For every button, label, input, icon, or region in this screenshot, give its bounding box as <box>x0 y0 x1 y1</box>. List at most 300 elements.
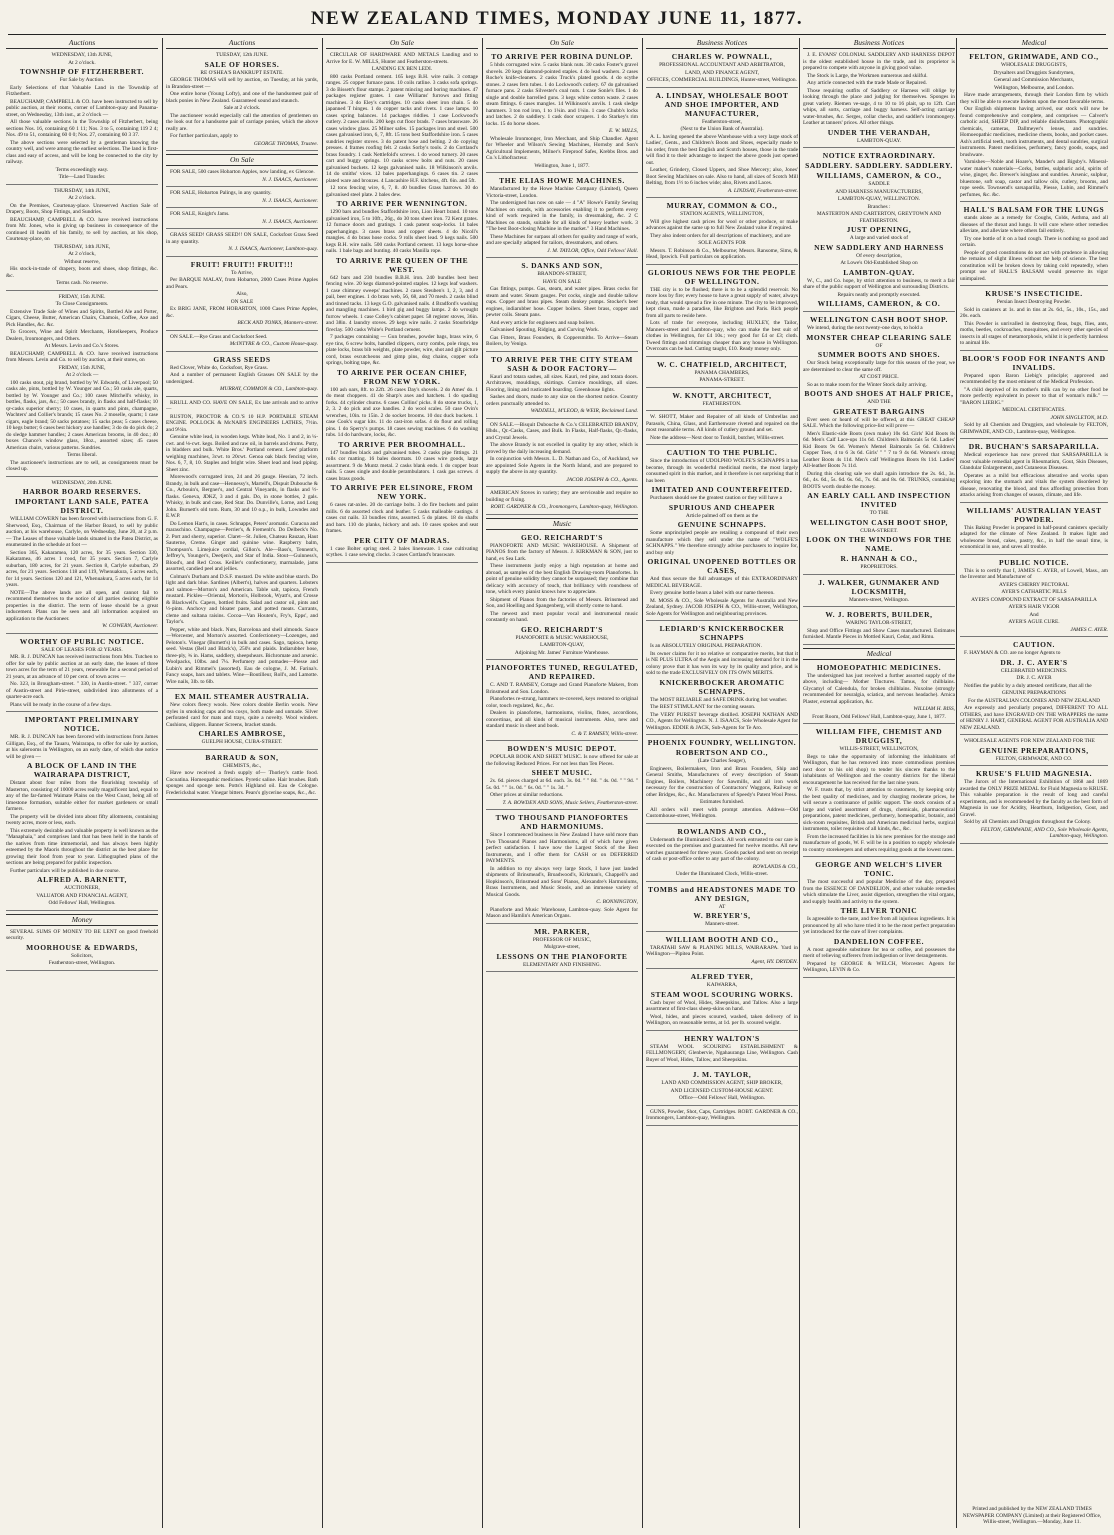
ad-text: The above sections were selected by a gentleman knowing the country well, and were among the earliest selections. The land is first-class and easy of access, and will be long be connected to the city by railway. <box>6 139 158 165</box>
ad-text: The MOST RELIABLE and SAFE DRINK during hot weather. <box>650 696 788 703</box>
ad-text: Extensive Trade Sale of Wines and Spirits, Bottled Ale and Porter, Cigars, Cheese, Butter, American Chairs, Chamois, Coffee, Axe and Pick Handles, &c. &c. <box>6 308 158 328</box>
section-heading: Money <box>6 914 158 926</box>
ad-heading: TOMBS and HEADSTONES MADE TO ANY DESIGN, <box>648 884 796 903</box>
column-3 <box>326 38 478 1528</box>
imprint: Printed and published by the NEW ZEALAND TIMES NEWSPAPER COMPANY (Limited) at their Registered Office, Willis-street, Wellington.—Monday, June 11. <box>962 1506 1102 1525</box>
ad-text: People of good constitutions do not act with prudence in allowing the remains of slight illness without the help of science. The best constitution will be broken down by taking cold repeatedly, when prompt use of HALL'S BALSAM would preserve its vigor unimpaired. <box>960 249 1108 282</box>
ad-text: In conjunction with Messrs. L. D. Nathan and Co., of Auckland, we are appointed Sole Agents in the North Island, and are prepared to supply the above in any quantity. <box>486 456 638 475</box>
column-rule <box>482 38 483 1528</box>
ad-text: 100 casks stout, pig brand, bottled by W. Edwards, of Liverpool; 50 casks ale, pints, bottled by W. Younger and Co.; 50 casks ale, quarts, bottled by W. Younger and Co.; 100 cases Mitchell's whisky, in bottles, flasks, jars, &c.; 50 cases brandy, in flasks and half-flasks; 10 qr-casks superior sherry; 10 cases, in quarts and pints, champagne, Wachters' and Collier's brands; 15 cases No. 2 moselle, quarts; 1 case cigars, eagle brand; 50 sacks potatoes; 15 sacks peas; 5 cases cheese, 10 kegs butter; 6 cases best hickory axe handles; 3 do do do pick do; 2 do sledge hammer handles; 2 cases American brooms, in 40 doz.; 40 boxes Chance's window glass, 18oz., assorted sizes; 45 cases American chairs, various patterns. Sundries. <box>6 379 158 451</box>
ad-text: At 2 o'clock — <box>65 372 99 378</box>
ad-heading: NOTICE EXTRAORDINARY. <box>822 151 936 160</box>
ad-text: TARATAHI SAW & PLANING MILLS, WAIRARAPA. Yard in Wellington—Pipitea Point. <box>646 944 798 957</box>
ad-text: At 2 o'clock, <box>68 251 96 257</box>
ad-text: Wool, hides, and pieces scoured, washed, taken delivery of in Wellington, on reasonable terms, at 1d. per lb. scoured weight. <box>646 1013 798 1026</box>
advertisement <box>326 52 478 563</box>
ad-text: Purchasers should see the greatest caution or they will have a <box>650 495 783 501</box>
ad-text: ON SALE.—Bisquit Dubouche & Co.'s CELEBRATED BRANDY, Hhds., Qr.-Casks, Cases, and Bulk. In Flasks, Half-flasks, Qr.-flasks, and Crystal Jewels. <box>486 421 638 441</box>
ad-heading: CAUTION. <box>1012 640 1056 649</box>
ad-text: OF <box>875 342 883 349</box>
ad-signature: JOHN SINGLETON, M.D. <box>1050 414 1108 421</box>
ad-text: Underneath the Illuminated Clock. All work entrusted to our care is executed on the premises and guaranteed for twelve months. All new watches guaranteed for three years. Goods packed and sent on receipt of cash or post-office order to any part of the colony. <box>646 836 798 862</box>
ad-text: The Jurors of the International Exhibition of 1868 and 1869 awarded the ONLY PRIZE MEDAL for Fluid Magnesia to KRUSE. This valuable preparation is the result of long and careful experiments, and is recommended by the faculty as the best form of Magnesia in use for Acidity, Heartburn, Indigestion, Gout, and Gravel. <box>960 779 1108 818</box>
ad-text: FOR SALE, Hobarton Palings, in any quantity. <box>170 190 272 196</box>
section-heading: Business Notices <box>646 38 798 49</box>
ad-heading: ALFRED TYER, <box>690 972 754 981</box>
ad-text: Begs to take the opportunity of informing the inhabitants of Wellington, that he has removed into more commodious premises next door to his old shop) to tender his sincere thanks to the inhabitants of Wellington and the country districts for the liberal encouragement he has received for the last nine years. <box>803 753 955 786</box>
ad-heading: CAUTION TO THE PUBLIC. <box>666 448 778 457</box>
ad-text: LAND AND COMMISSION AGENT, SHIP BROKER, <box>661 1080 783 1086</box>
ad-text: PANAMA-STREET. <box>699 377 745 383</box>
ad-text: The Stock is Large, the Workmen numerous and skilful. <box>807 72 928 79</box>
advertisement <box>166 400 318 690</box>
advertisement <box>646 414 798 445</box>
ad-heading: KRUSE'S FLUID MAGNESIA. <box>975 769 1093 778</box>
ad-text: Our English shipments having arrived, our stock will now be found comprehensive and complete, and comprises — Calvert's carbolic acid, SHEEP DIP, and reliable disinfectants. Photographic chemicals, cameras, Dallmeyer's lenses, and sundries. Homoeopathic medicines, medicine chests, books, and pocket cases. Ash's artificial teeth, tooth instruments, and dental sundries, surgical instruments. Patent medicines, perfumery, fancy goods, soaps, and brushware. <box>960 106 1108 158</box>
advertisement <box>803 578 955 608</box>
advertisement <box>646 201 798 265</box>
ad-heading: S. DANKS AND SON, <box>521 261 603 270</box>
ad-text: DR. J. C. AYER <box>1016 675 1052 681</box>
ad-text: BRANDON-STREET, <box>537 271 587 277</box>
ad-text: AND LICENSED CUSTOM-HOUSE AGENT. <box>670 1087 774 1094</box>
ad-text: KAIWARRA, <box>706 982 738 988</box>
advertisement <box>646 268 798 357</box>
ad-text: GEORGE THOMAS will sell by auction, on Tuesday, at his yards, in Brandon-street — <box>166 77 318 90</box>
ad-text: For further particulars, apply to <box>170 133 238 139</box>
advertisement <box>486 490 638 515</box>
ad-text: On the Premises, Courtenay-place. Unreserved Auction Sale of Drapery, Boots, Shop Fittings, and Sundries. <box>6 202 158 215</box>
ad-heading: SUMMER BOOTS AND SHOES. <box>817 350 941 359</box>
ad-text: And thus secure the full advantages of this EXTRAORDINARY MEDICAL BEVERAGE. <box>646 576 798 589</box>
ad-text: W. SHOTT, Maker and Repairer of all kinds of Umbrellas and Parasols, China, Glass, and Earthenware riveted and repaired on the most reasonable terms. All kinds of cutlery ground and set. <box>646 414 798 433</box>
ad-text: WILLIAM COWERN has been favored with instructions from G. F. Sherwood, Esq., Chairman of the Harbor Board, to sell by public auction, at his warehouse, Carlyle, on Wednesday, June 20, at 2 p.m. — The Leases of those valuable lands situated in the Patea District, as enumerated in the schedule at foot — <box>6 516 158 548</box>
advertisement <box>646 935 798 970</box>
ad-text: The newest and most popular vocal and instrumental music constantly on hand. <box>486 610 638 623</box>
section-heading: On Sale <box>326 38 478 49</box>
ad-heading: LAMBTON-QUAY. <box>843 267 915 277</box>
ad-text: To Grocers, Wine and Spirit Merchants, Hotelkeepers, Produce Dealers, Ironmongers, and Others. <box>6 329 158 342</box>
ad-text: Are expressly and peculiarly prepared, DIFFERENT TO ALL OTHERS, and have ENGRAVED ON THE WRAPPERS the name of HENRY J. HART, GENERAL AGENT FOR AUSTRALIA AND NEW ZEALAND. <box>960 705 1108 731</box>
ad-text: Medical experience has now proved that SARSAPARILLA is most valuable remedial agent in Rheumatism, Gout, Skin Diseases, Glandular Enlargements, and Cutaneous Diseases. <box>960 452 1108 471</box>
ad-text: AT COST PRICE. <box>859 374 899 380</box>
ad-heading: ROWLANDS AND CO., <box>677 826 767 836</box>
ad-text: Gas Fitters, Brass Founders, & Coppersmiths. To Arrive—Steam Boilers, by Venigo. <box>486 334 638 347</box>
ad-text: They also indent orders for all descriptions of machinery, and are <box>650 232 791 239</box>
ad-text: WHOLESALE AGENTS FOR NEW ZEALAND FOR THE <box>964 738 1095 744</box>
ad-heading: THE LIVER TONIC <box>840 906 918 915</box>
ad-text: LANDING EX BEN LEDI. <box>371 66 433 72</box>
ad-text: Office—Odd Fellows' Hall, Wellington. <box>678 1095 766 1101</box>
ad-text: GRASS SEED! GRASS SEED!! ON SALE, Cocksfoot Grass Seed in any quantity. <box>166 232 318 245</box>
column-rule <box>162 38 163 1528</box>
ad-text: SEVERAL SUMS OF MONEY TO BE LENT on good freehold security. <box>6 928 158 941</box>
ad-text: BEAUCHAMP, CAMPBELL & CO. have been instructed to sell by public auction, at their rooms, corner of Lambton-quay and Panama-street, on Wednesday, 13th inst., at 2 o'clock — <box>6 98 158 118</box>
ad-heading: AN EARLY CALL AND INSPECTION INVITED <box>807 491 951 509</box>
ad-text: Manners-street, Wellington. <box>848 596 910 603</box>
ad-text: Persian Insect Destroying Powder. <box>996 299 1072 305</box>
ad-text: NOTE—The above lands are all open, and cannot fail to recommend themselves to the notice of all parties desiring eligible properties in the district. The term of lease should be a great inducement. Plans can be seen and all information acquired on application to the Auctioneer. <box>6 589 158 622</box>
advertisement <box>960 769 1108 844</box>
ad-text: At 2 o'clock. <box>68 195 96 201</box>
ad-signature: N. J. ISAACS, Auctioneer. <box>262 218 318 225</box>
ad-text: The above Brandy is not excelled in quality by any other, which is proved by the daily increasing demand. <box>486 442 638 455</box>
ad-heading: CHARLES W. POWNALL, <box>671 52 773 61</box>
section-heading: On Sale <box>166 154 318 166</box>
ad-text: SOLE AGENTS FOR <box>698 240 746 246</box>
ad-text: FOR SALE, 500 cases Hobarton Apples, now landing, ex Glencoe. <box>170 169 315 175</box>
ad-heading: TO ARRIVE PER ROBINA DUNLOP. <box>491 52 633 61</box>
ad-text: THE city is to be flushed; there is to be a splendid reservoir. No more loss by fire; every house to have a great supply of water, always ready, that would spread a fire in one minute. The city to be improved, kept clean, made a paradise, like Brighton and Paris. Rich people from all parts to reside here. <box>646 286 798 319</box>
ad-text: Dealers in pianofortes, harmoniums, violins, flutes, accordions, concertinas, and all kinds of musical instruments. Also, new and standard music in sheet and book. <box>486 710 638 729</box>
ad-text: For the AUSTRALIAN COLONIES AND NEW ZEALAND <box>968 697 1100 704</box>
ad-heading: IMPORTANT PRELIMINARY NOTICE. <box>24 715 140 733</box>
ad-heading: J. WALKER, GUNMAKER AND LOCKSMITH, <box>818 577 940 596</box>
ad-text: Wholesale Ironmonger, Iron Merchant, and Ship Chandler. Agent for Wheeler and Wilson's Sewing Machines, Hornsby and Son's Agricultural Implements, Milner's Fireproof Safes, Krebbs Bros. and Co.'s Lithofracteur. <box>486 135 638 161</box>
advertisement <box>646 448 798 621</box>
ad-heading: WELLINGTON CASH BOOT SHOP, <box>810 517 948 527</box>
advertisement <box>803 610 955 645</box>
ad-text: Red Clover, White do, Cocksfoot, Rye Grass. <box>170 364 268 371</box>
ad-heading: BOOTS AND SHOES AT HALF PRICE, <box>804 389 954 398</box>
advertisement <box>646 1034 798 1068</box>
ad-text: FRIDAY, 15th JUNE, <box>58 364 106 371</box>
ad-text: The auctioneer would especially call the attention of gentlemen on the look out for a handsome pair of carriage ponies, which the above really are. <box>166 112 318 132</box>
advertisement <box>960 442 1108 503</box>
ad-text: AYER'S COMPOUND EXTRACT OF SARSAPARILLA <box>971 596 1097 603</box>
advertisement <box>646 972 798 1031</box>
ad-text: WEDNESDAY, 13th JUNE, <box>51 52 113 58</box>
ad-heading: GEO. REICHARDT'S <box>520 532 604 542</box>
advertisement <box>486 813 638 924</box>
ad-text: At Messrs. Levin and Co.'s Stores. <box>44 343 120 349</box>
ad-text: MEDICAL CERTIFICATES. <box>1002 407 1066 413</box>
ad-heading: DR. J. C. AYER'S <box>1000 657 1068 667</box>
ad-text: GUELPH HOUSE, CUBA-STREET. <box>201 739 283 745</box>
ad-text: AND HARNESS MANUFACTURERS, <box>835 188 923 195</box>
ad-heading: THE ELIAS HOWE MACHINES. <box>499 176 625 185</box>
column-5 <box>646 38 798 1528</box>
column-rule <box>322 38 323 1528</box>
column-rule <box>642 38 643 1528</box>
section-heading: Medical <box>803 648 955 660</box>
ad-text: 2s. 6d. pieces charged at 6d. each. 3s. 0d. " " 8d. " 4s. 0d. " " 9d. " 5s. 0d. " " 1s. 0d. " 6s. 0d. " " 1s. 3d. " <box>486 778 638 791</box>
advertisement <box>486 355 638 419</box>
advertisement <box>960 354 1108 440</box>
ad-text: Prepared by GEORGE & WELCH, Worcester. Agents for Wellington, LEVIN & Co. <box>803 960 955 973</box>
ad-text: AYER'S AGUE CURE. <box>1008 619 1060 625</box>
ad-heading: SADDLERY. SADDLERY. SADDLERY. <box>805 161 953 170</box>
ad-text: FOR SALE, Knight's Jams. <box>170 211 230 217</box>
ad-text: AYER'S CHERRY PECTORAL <box>999 581 1069 588</box>
ad-text: LAMBTON-QUAY, WELLINGTON. <box>837 196 921 202</box>
section-heading: Auctions <box>6 38 158 49</box>
ad-text: Ever seen or heard of will be offered, at this GREAT CHEAP SALE. Which the following price-list will prove — <box>803 416 955 429</box>
section-heading: Medical <box>960 38 1108 49</box>
ad-text: GUNS, Powder, Shot, Caps, Cartridges. ROBT. GARDNER & CO., Ironmongers, Lambton-quay, Wellington. <box>646 1108 798 1121</box>
advertisement <box>803 315 955 575</box>
ad-text: Gas fittings, pumps. Gas, steam, and water pipes. Brass cocks for steam and water. Steam gauges. Pot cocks, single and double tallow cups. Copper and brass pipes. Steam donkey pumps. Stocker's beer engines, indiarubber hose. Copper boilers. Sheet brass, copper and pewter coils. Steam pans. <box>486 286 638 318</box>
ad-signature: FELTON, GRIMWADE, AND CO., Sole Wholesale Agents, Lambton-quay, Wellington. <box>980 826 1108 839</box>
ad-heading: HARBOR BOARD RESERVES. <box>22 487 142 496</box>
ad-heading: TO ARRIVE PER QUEEN OF THE WEST. <box>335 255 469 274</box>
ad-text: PROPRIETORS. <box>860 564 898 570</box>
ad-text: WILLIS-STREET, WELLINGTON, <box>839 746 919 752</box>
ad-text: The undersigned has now on sale — 4 "A" Howe's Family Sewing Machines on stands, with accessories enabling it to perform every kind of work required in the family, in dressmaking, &c. 2 C Machines on stands, suitable for all kinds of heavy leather work. 3 "The best Boot-closing Machine in the market." 3 Hand Machines. <box>486 200 638 232</box>
ad-text: 7 packages containing — Gun brushes, powder bags, brass wire, 6 eye tins, 6 screw bolts, handled clippers, curry combs, pole rings, tea plate locks, brass bib weights, plate powder, wire, shot and gilt picture cord, brass escutcheons and gimp pins, dog chains, copper sofa springs, bolting tape, &c. <box>326 334 478 366</box>
ad-heading: TWO THOUSAND PIANOFORTES AND HARMONIUMS. <box>495 813 629 831</box>
ad-heading: W. C. CHATFIELD, ARCHITECT, <box>656 359 788 369</box>
ad-text: PIANOFORTE & MUSIC WAREHOUSE, <box>515 634 609 641</box>
ad-text: Ex BRIG JANE, FROM HOBARTON, 1000 Cases Prime Apples, &c. <box>166 306 318 319</box>
advertisement <box>486 533 638 661</box>
ad-heading: DR. BUCHAN'S SARSAPARILLA. <box>968 442 1100 451</box>
ad-text: (Late Charles Seager), <box>697 758 747 764</box>
ad-heading: TOWNSHIP OF FITZHERBERT. <box>19 67 145 76</box>
ad-heading: GEO. REICHARDT'S <box>520 624 604 634</box>
masthead-rule <box>8 34 1106 35</box>
ad-text: We intend, during the next twenty-one days, to hold a <box>807 325 923 331</box>
ad-text: Some unprincipled people are retailing a compound of their own manufacture which they sell under the name of "WOLFE'S SCHNAPPS." We therefore strongly advise purchasers to inquire for, and buy only <box>646 530 798 556</box>
ad-text: PROFESSOR OF MUSIC, <box>532 936 592 943</box>
section-heading: On Sale <box>486 38 638 49</box>
ad-text: Further particulars will be published in due course. <box>10 867 120 874</box>
ad-heading: GRASS SEEDS <box>213 354 271 364</box>
ad-text: Lots of trade for everyone, including HUXLEY, the Tailor, Manners-street and Lambton-quay, who can make the best suit of clothes in Wellington, for £4 10s.; very good for £4 or £3; cloth. Tweed fittings and trimmings cheaper than any house in Wellington. Overcoats can be had. Cutting taught, £10. Ready money only. <box>646 320 798 352</box>
ad-text: Genuine white lead, in wooden kegs. White lead, No. 1 and 2, in ¼-cwt. and ⅛-cwt. kegs. Boiled and raw oil, in barrels and drums. Putty, in bladders and bulk. White Bros.' Portland cement. Lees' platform weighing machines, 3cwt. to 20cwt. Genoa oak black fencing wire, Nos. 6, 7, 8, 10. Staples and bright wire. Sheet lead and lead piping. Sheet zinc. <box>166 434 318 473</box>
ad-text: ON SALE.—Rye Grass and Cocksfoot Seed. <box>170 333 268 340</box>
ad-signature: JACOB JOSEPH & CO., Agents. <box>566 476 638 483</box>
ad-heading: GEORGE AND WELCH'S LIVER TONIC. <box>815 860 943 878</box>
advertisement <box>166 355 318 397</box>
ad-text: 5 hhds corrugated wire. 5 casks blank nuts. 30 casks Foster's gravel shovels. 20 kegs diamond-pointed staples. 4 do lead washers. 2 cases Roche's knife-cleaners. 2 casks Truck's plated goods. 4 do scythe stones. 2 cases fern tubes. 1 do Lockwood's cutlery. 67 do galvanised furnace pans. 2 casks Silvester's coal nuts. 1 case Sonle's files. 1 do single and double barrelled guns. 3 kegs white cotton waste. 2 cases steam fittings. 6 cases mangles. 14 Wilkinson's anvils. 1 cask sledge hammers. 3 ton rod iron, 1 to 1¼in. and 1¼in. 1 case Chubb's locks and latches. 2 do saddlery. 1 cask door scrapers. 1 do Starkey's rim locks. 15 do horse shoes. <box>486 62 638 127</box>
ad-heading: W. BREYER'S, <box>693 911 751 920</box>
ad-signature: McINTYRE & CO., Custom House-quay. <box>229 341 318 347</box>
ad-text: (Next to the Union Bank of Australia). <box>680 126 764 132</box>
ad-heading: TO ARRIVE PER OCEAN CHIEF, FROM NEW YORK. <box>337 367 467 386</box>
advertisement <box>6 294 158 477</box>
ad-text: Repairs neatly and promptly executed. <box>837 291 921 298</box>
advertisement <box>960 506 1108 555</box>
ad-heading: WILLIAM BOOTH AND CO., <box>665 934 779 944</box>
ad-heading: LOOK ON THE WINDOWS FOR THE NAME. <box>806 535 952 553</box>
ad-text: GENUINE PREPARATIONS <box>1001 690 1067 696</box>
advertisement <box>960 289 1108 351</box>
ad-text: RE O'SHEA'S BANKRUPT ESTATE. <box>200 69 284 76</box>
ad-text: CIRCULAR OF HARDWARE AND METALS Landing and to Arrive for E. W. MILLS, Hunter and Featherston-streets. <box>326 52 478 65</box>
ad-text: Since I commenced business in New Zealand I have sold more than Two Thousand Pianos and Harmoniums, all of which have given perfect satisfaction. I have now the Largest Stock of the Best Instruments, and I offer them for CASH or on DEFERRED PAYMENTS. <box>486 832 638 864</box>
ad-heading: JUST OPENING, <box>846 225 912 234</box>
ad-text: Sold in canisters at 1s. and in tins at 2s. 6d., 5s., 10s., 15s., and 20s. each. <box>960 306 1108 319</box>
ad-text: Terms liberal. <box>67 452 97 458</box>
ad-heading: GLORIOUS NEWS FOR THE PEOPLE OF WELLINGTON. <box>647 267 797 286</box>
ad-text: Morewood's corrugated iron, 24 and 26 gauge. Hessian, 72 inch. Brandy, in bulk and case—Hennessy's, Martell's, Dispuit Dubouche & Co., Arbouin's, Bergner's, and Central Vineyards, in flasks and ½-flasks. Geneva, JDKZ, 3 and 4 gals. Do, in stone bottles, 2 gals. Whisky, in bulk and case, Red Star. Do. Dunville's, Lorne, and Long John. Burnett's old tom. Rum, 30 and 10 o.p., in bulk, Lowndes and E.W.P. <box>166 474 318 519</box>
ad-text: Without reserve, <box>64 258 100 265</box>
ad-heading: TO ARRIVE PER WENNINGTON. <box>336 199 468 208</box>
advertisement <box>646 52 798 88</box>
ad-text: OFFICES, COMMERCIAL BUILDINGS, Hunter-street, Wellington. <box>647 77 797 83</box>
advertisement <box>803 860 955 978</box>
ad-text: WHOLESALE DRUGGISTS, <box>1001 62 1067 68</box>
section-heading: Auctions <box>166 38 318 49</box>
advertisement <box>166 692 318 750</box>
ad-text: KRULL AND CO. HAVE ON SALE, Ex late arrivals and to arrive— <box>166 399 318 412</box>
ad-text: Article palmed off on them as the <box>685 512 759 519</box>
ad-text: Note the address—Next door to Tonkill, butcher, Willis-street. <box>650 434 785 441</box>
ad-heading: TO ARRIVE PER ELSINORE, FROM NEW YORK. <box>330 483 474 501</box>
advertisement <box>166 190 318 208</box>
ad-heading: SALE OF HORSES. <box>204 59 280 69</box>
ad-heading: BLOOR'S FOOD FOR INFANTS AND INVALIDS. <box>962 353 1106 372</box>
ad-text: From the increased facilities in his new premises for the storage and manufacture of goods, W. F. will be in a position to supply wholesale to country storekeepers and others requiring goods at the lowest rates. <box>803 833 955 853</box>
ad-text: All orders will meet with prompt attention. Address—Old Customhouse-street, Wellington. <box>646 806 798 819</box>
ad-text: At 2 o'clock. <box>68 59 96 66</box>
ad-heading: FELTON, GRIMWADE, AND CO., <box>969 52 1099 61</box>
ad-text: FEATHERSTON. <box>702 400 742 407</box>
advertisement <box>803 663 955 725</box>
ad-heading: GENUINE SCHNAPPS. <box>677 520 767 529</box>
ad-text: FRIDAY, 15th JUNE. <box>58 293 106 300</box>
ad-heading: WORTHY OF PUBLIC NOTICE. <box>19 636 145 646</box>
ad-text: Title—Land Transfer. <box>58 174 106 180</box>
ad-heading: KNICKERBOCKER AROMATIC SCHNAPPS. <box>659 677 785 696</box>
ad-text: WARING TAYLOR-STREET, <box>845 620 913 626</box>
ad-text: 6 cases rat-axles. 20 do carriage bolts. 3 do fire buckets and paint mills. 6 do assorted clock and leather. 5 casks malleable castings. 4 cases cut nails. 33 bundles rims, assorted. 5 do plates. 18 do shafts and bars. 110 do planks, hickory and ash. 10 cases spokes and seat frames. <box>326 502 478 534</box>
ad-heading: WILLIAM FIFE, CHEMIST AND DRUGGIST, <box>815 727 943 745</box>
ad-signature: ROWLANDS & CO., <box>752 863 798 870</box>
ad-heading: HALL'S BALSAM FOR THE LUNGS <box>963 205 1105 214</box>
column-6 <box>803 38 955 1528</box>
ad-heading: WILLIAMS' AUSTRALIAN YEAST POWDER. <box>966 505 1102 524</box>
ad-text: W., C., and Co. hope, by strict attention to business, to merit a fair share of the public support of Wellington and surrounding Districts. <box>803 277 955 290</box>
ad-text: STATION AGENTS, WELLINGTON, <box>680 211 764 217</box>
ad-text: Adjoining Mr. James' Furniture Warehouse. <box>514 649 610 656</box>
ad-text: AMERICAN Stoves in variety; they are serviceable and require no building or fixing. <box>486 490 638 503</box>
advertisement <box>486 663 638 741</box>
advertisement <box>166 211 318 229</box>
ad-heading: TO ARRIVE PER BROOMHALL. <box>338 439 466 449</box>
ad-text: During this clearing sale we shall again introduce the 2s. 6d., 3s. 6d., 4s. 6d., 5s. 6d. 6s. 6d., 7s. 6d. and 8s. 6d. TRUNKS, containing BOOTS worth double the money. <box>803 470 955 490</box>
ad-text: Wellington, June 1, 1877. <box>534 162 590 169</box>
column-2 <box>166 38 318 1528</box>
ad-heading: MOORHOUSE & EDWARDS, <box>26 942 138 952</box>
ad-heading: CHARLES AMBROSE, <box>198 729 286 738</box>
ad-text: All those valuable sections in the Township of Fitzherbert, being sections Nos. 16, containing 60 1 11; Nos. 3 to 5, containing 119 2 4; Nos. 49 to 51, containing 60 0 0; Nos. 27, containing 60 3 37. <box>6 119 158 138</box>
advertisement <box>166 334 318 352</box>
ad-heading: W. J. ROBERTS, BUILDER, <box>825 610 933 619</box>
ad-text: PROFESSIONAL ACCOUNTANT AND ARBITRATOR, <box>659 62 785 68</box>
ad-text: A large and varied stock of <box>849 235 909 241</box>
advertisement <box>486 261 638 352</box>
ad-text: ON SALE <box>230 298 254 305</box>
ad-heading: WELLINGTON CASH BOOT SHOP. <box>810 315 948 324</box>
ad-signature: C. & T. RAMSEY, Willis-street. <box>571 730 638 737</box>
ad-text: Also, <box>236 291 248 297</box>
ad-text: Kauri and totara sashes, all sizes. Kauri, red pine, and totara doors. Architraves, mouldings, skirtings. Cornice mouldings, all sizes. Flooring, lining and rusticated boarding. Greenhouse lights. <box>486 373 638 393</box>
ad-text: 642 bars and 230 bundles B.B.H. iron. 240 bundles best best fencing wire. 20 kegs diamond-pointed staples. 12 kegs leaf washers. 1 case chimney sweeps' machines. 2 cases Steuben's 1, 2, 3, and 4 pail, beer engines. 1 do brass web, 56, 68, and 70 mesh. 2 casks blind and tinned tacks. 13 kegs G.O. galvanised nails. 4 Bradford's washing and mangling machines. 1 bird gig and buggy lamps. 2 do wrought furrow wheels. 1 case Colley's cabinet paper. 58 register stoves, 36in. and 38in. 4 laundry stoves. 29 kegs wire nails. 2 casks Stourbridge fireclay. 500 casks White's Portland cement. <box>326 274 478 333</box>
ad-text: Engineers, Boilermakers, Iron and Brass Founders, Ship and General Smiths, Manufacturers of every description of Steam Engines, Boilers, Machinery for Sawmills, and all iron work necessary for the construction of Contractors' Waggons, Railway or other Bridges, &c., &c. Manufacturers of Speedy's Patent Wool Press. <box>646 765 798 798</box>
column-rule <box>956 38 957 1528</box>
advertisement <box>646 360 798 388</box>
ad-text: C. AND T. RAMSEY, Cottage and Grand Pianoforte Makers, from Brinsmead and Son. London. <box>486 682 638 695</box>
ad-signature: J. M. TAYLOR, Office, Odd Fellows' Hall. <box>547 247 638 254</box>
ad-text: Pianoforte and Music Warehouse, Lambton-quay. Sole Agent for Mason and Hamlin's American Organs. <box>486 906 638 919</box>
ad-text: "A child deprived of its mother's milk can by no other food be more perfectly equivalent in power to that of woman's milk." — "BARON LIEBIG." <box>960 386 1108 406</box>
ad-heading: FRUIT! FRUIT!! FRUIT!!! <box>190 259 294 269</box>
ad-heading: MR. PARKER, <box>534 926 590 936</box>
ad-text: Estimates furnished. <box>699 799 744 805</box>
ad-heading: A. LINDSAY, WHOLESALE BOOT AND SHOE IMPORTER, AND MANUFACTURER, <box>655 90 789 118</box>
ad-text: Try one bottle of it on a bad cough. There is nothing so good and certain. <box>960 235 1108 248</box>
ad-text: Distant about four miles from the flourishing township of Masterton, consisting of 10000 acres really magnificent land, equal to any of the far-famed Waimate Plains on the West Coast, being all of limestone formation, suitable either for market gardeners or small farmers. <box>6 780 158 812</box>
ad-text: Do Lemon Hart's, in cases. Schnapps, Peters' aromatic. Curacoa and maraschino. Champagne—Perrier's, & Fremenlt's. Do Delbeck's No. 2. Port and sherry, superior. Claret—St. Julien, Chateau Rauzan, Haut Sauterne, Creme. Ginger and quinine wine. Raspberry balm, Thompson's. Limejuice cordial, Gillon's. Ale—Bass's, Tennent's, Jeffrey's, Younger's, Deetjen's, and Star of India. Stout—Guinness's, Blood's, and Red Cross. Keiller's confectionery, marmalade, jams assorted, candied peel and jellies. <box>166 520 318 572</box>
ad-signature: Agent, HY. DRYDEN. <box>751 958 798 965</box>
ad-heading: ALFRED A. BARNETT, <box>37 875 127 884</box>
ad-heading: BARRAUD & SON, <box>205 752 279 762</box>
ad-text: Colman's Durham and D.S.F. mustard. Do white and blue starch. Do light and dark blue. Sardines (Albert's), halves and quarters. Lobsters and salmon—Morton's and American. Table salt, tapioca, French mustard. Pickles—Oriental, Morton's, Holbrook, Wyatt's, and Crosse & Blackwell's. Capers, bottled fruits. Salad and castor oil, pints and ½-pints. Anchovy and bloater paste, and potted meats. Currants, cleme and sultana raisins. Cocoa—Van Houten's, Fry's, Epps', and Taylor's. <box>166 573 318 625</box>
ad-text: Featherston-street, Wellington. <box>48 960 116 966</box>
ad-signature: WILLIAM H. BISS, <box>913 706 955 712</box>
ad-text: 1290 bars and bundles Staffordshire iron, Lion Heart brand. 10 tons galvanised iron, 5 to 10ft., 26g., do 30 tons sheet iron. 72 Kent grates. 12 furnace doors and gratings. 1 cask patent soap-locks. 14 bales paperhangings. 3 cases brass and copper sheets. 4 do Nicoll's mangles. 4 do brass hose cocks. 9 rolls sheet lead. 9 kegs nails. 500 kegs B.H. wire nails. 500 casks Portland cement. 13 kegs horse-shoe nails. 1 bale bags and bunting. 40 casks Manilla rope. <box>326 209 478 254</box>
ad-text: Leather, Grindery, Closed Uppers, and Shoe Mercery; also, Jones' Boot Sewing Machines on sale. Also to hand, all sizes of Scotch Mill Belting, from 1½ to 6 inches wide; also, Rivets and Laces. <box>646 167 798 186</box>
ad-text: MR. R. J. DUNCAN has received instructions from Mrs. Tutchen to offer for sale by public auction at an early date, the leases of three town acres for the term of 21 years, renewable for a second period of 21 years, at an advance of 10 per cent. of town acres — <box>6 654 158 680</box>
ad-text: This extremely desirable and valuable property is well known as the "Manaphaia," and comprises land that has been held in the hands of the natives from time immemorial, and has always been highly esteemed by the Maoris throughout the district as the best place for growing their food from year to year. Lithographed plans of the sections are being prepared for public inspection. <box>6 827 158 866</box>
ad-text: A most agreeable substitute for tea or coffee, and possesses the merit of relieving sufferers from indigestion or liver derangements. <box>803 946 955 959</box>
ad-text: Early Selections of that Valuable Land in the Township of Fitzherbert. <box>6 84 158 97</box>
advertisement <box>960 558 1108 638</box>
ad-text: These instruments justly enjoy a high reputation at home and abroad, as samples of the best English Drawing-room Pianofortes. In point of genuine solidity they cannot be surpassed; they combine that delicacy with accuracy of touch, that brilliancy with roundness of tone, which every pianist knows how to appreciate. <box>486 563 638 595</box>
ad-text: Is agreeable to the taste, and free from all injurious ingredients. It is pronounced by all who have tried it to be the most perfect preparation yet introduced for the cure of liver complaints. <box>803 916 955 935</box>
ad-text: THURSDAY, 14th JUNE, <box>53 187 111 194</box>
advertisement <box>6 188 158 291</box>
ad-text: The VERY PUREST beverage distilled. JOSEPH NATHAN AND CO., Agents for Wellington. N. J. ISAACS, Sole Wholesale Agent for Wellington. EDDIE & JACK, Sub-Agents for Te Aro. <box>646 711 798 731</box>
ad-signature: W. COWERN, Auctioneer. <box>102 623 158 629</box>
ad-heading: ROBERTSON AND CO., <box>675 748 769 757</box>
ad-heading: LESSONS ON THE PIANOFORTE <box>496 951 628 961</box>
ad-signature: C. BONNINGTON, <box>596 899 638 905</box>
ad-heading: A BLOCK OF LAND IN THE WAIRARAPA DISTRICT, <box>26 761 138 779</box>
ad-heading: J. M. TAYLOR, <box>692 1070 752 1079</box>
ad-text: Is an ABSOLUTELY ORIGINAL PREPARATION. <box>650 643 762 649</box>
ad-heading: ORIGINAL UNOPENED BOTTLES OR CASES, <box>647 557 797 575</box>
advertisement <box>6 929 158 971</box>
ad-text: Cash buyer of Wool, Hides, Sheepskins, and Tallow. Also a large assortment of first-class sheep-skins on hand. <box>646 999 798 1012</box>
ad-signature: N. J. ISAACS, Auctioneer, Lambton-quay. <box>228 246 318 252</box>
ad-text: VALUATOR AND FINANCIAL AGENT, <box>36 892 128 899</box>
ad-text: Front Room, Odd Fellows' Hall, Lambton-quay, June 1, 1877. <box>812 713 946 720</box>
ad-text: POPULAR BOOK AND SHEET MUSIC. Is now offered for sale at the following Reduced Prices. For not less than Ten Pieces. <box>486 754 638 767</box>
ad-text: M. MOSS & CO., Sole Wholesale Agents for Australia and New Zealand, Sydney. JACOB JOSEPH & CO., Willis-street, Wellington, Sole Agents for Wellington and neighbouring provinces. <box>646 597 798 617</box>
ad-heading: GREATEST BARGAINS <box>833 406 925 416</box>
advertisement <box>646 827 798 882</box>
ad-heading: EX MAIL STEAMER AUSTRALIA. <box>174 692 310 701</box>
ad-heading: IMPORTANT LAND SALE, PATEA DISTRICT. <box>15 497 149 515</box>
ad-heading: HENRY WALTON'S <box>684 1033 760 1043</box>
advertisement <box>486 422 638 488</box>
ad-text: Sold by all Chemists and Druggists throughout the Colony. <box>964 819 1092 825</box>
ad-text: His stock-in-trade of drapery, boots and shoes, shop fittings, &c. &c. <box>6 266 158 279</box>
ad-text: A. L. having opened the above Warehouse with a very large stock of Ladies', Gents., and Children's Boots and Shoes, especially made to his order, from the best English and Scotch houses, those in the trade will find it to their advantage to inspect the above goods just opened out. <box>646 133 798 166</box>
ad-text: And <box>1029 611 1039 618</box>
masthead: NEW ZEALAND TIMES, MONDAY JUNE 11, 1877. <box>310 8 804 29</box>
ad-text: This Baking Powder is prepared in half-pound canisters specially adapted for the climate of New Zealand. It makes light and wholesome bread, cakes, pastry, &c., in half the usual time, is economical in use, and saves all trouble. <box>960 524 1108 550</box>
advertisement <box>486 176 638 258</box>
ad-text: LAMBTON-QUAY, <box>539 642 585 648</box>
ad-heading: PIANOFORTES TUNED, REGULATED, AND REPAIRED. <box>486 663 638 681</box>
ad-signature: BECK AND TONKS, Manners-street. <box>237 320 318 326</box>
ad-signature: N. J. ISAACS, Auctioneer. <box>262 176 318 183</box>
ad-text: AT <box>718 903 726 910</box>
